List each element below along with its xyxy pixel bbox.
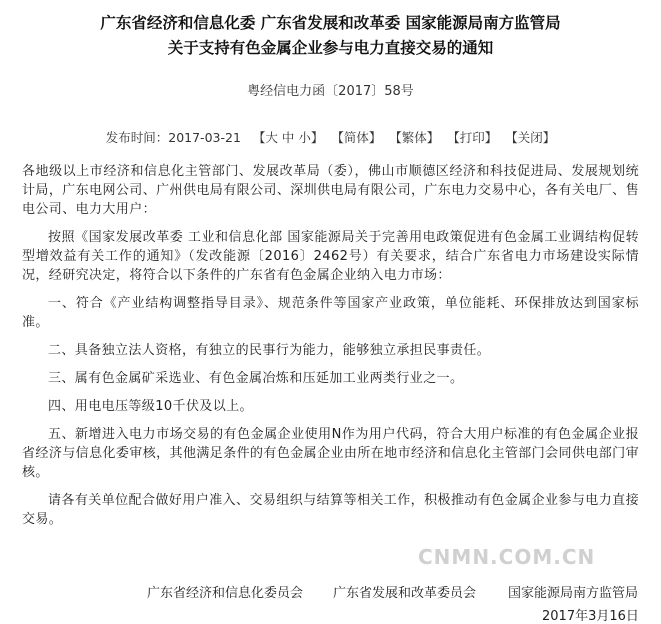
item-2-paragraph: 二、具备独立法人资格，有独立的民事行为能力，能够独立承担民事责任。 bbox=[48, 343, 491, 358]
document-number: 粤经信电力函〔2017〕58号 bbox=[247, 84, 414, 99]
font-small-link[interactable]: 小 bbox=[298, 130, 311, 145]
publish-date: 2017-03-21 bbox=[168, 130, 241, 145]
signer-2: 广东省发展和改革委员会 bbox=[333, 586, 477, 601]
title-line-2: 关于支持有色金属企业参与电力直接交易的通知 bbox=[167, 39, 494, 57]
item-5-paragraph: 五、新增进入电力市场交易的有色金属企业使用N作为用户代码，符合大用户标准的有色金属企业报省经济与信息化委审核，其他满足条件的有色金属企业由所在地市经济和信息化主管部门会同供电部门审核。 bbox=[22, 427, 639, 480]
close-link[interactable]: 【关闭】 bbox=[505, 130, 556, 145]
publish-label: 发布时间： bbox=[105, 130, 169, 145]
print-link[interactable]: 【打印】 bbox=[447, 130, 498, 145]
meta-bar bbox=[0, 128, 661, 146]
site-watermark: CNMN.COM.CN bbox=[418, 545, 596, 569]
traditional-link[interactable]: 【繁体】 bbox=[389, 130, 440, 145]
issue-date: 2017年3月16日 bbox=[542, 609, 639, 624]
font-large-link[interactable]: 大 bbox=[265, 130, 278, 145]
intro-paragraph: 按照《国家发展改革委 工业和信息化部 国家能源局关于完善用电政策促进有色金属工业调结构促转型增效益有关工作的通知》（发改能源〔2016〕2462号）有关要求，结合广东省电力市场建设实际情况，经研究决定，将符合以下条件的广东省有色金属企业纳入电力市场： bbox=[22, 230, 639, 283]
signer-3: 国家能源局南方监管局 bbox=[508, 586, 639, 601]
document-body bbox=[22, 162, 639, 538]
addressees-paragraph: 各地级以上市经济和信息化主管部门、发展改革局（委），佛山市顺德区经济和科技促进局、发展规划统计局，广东电网公司、广州供电局有限公司、深圳供电局有限公司，广东电力交易中心，各有关电厂、售电公司、电力大用户： bbox=[22, 164, 639, 217]
font-size-open-bracket: 【 bbox=[252, 130, 266, 145]
font-medium-link[interactable]: 中 bbox=[281, 130, 295, 145]
title-line-1: 广东省经济和信息化委 广东省发展和改革委 国家能源局南方监管局 bbox=[100, 14, 561, 32]
closing-paragraph: 请各有关单位配合做好用户准入、交易组织与结算等相关工作，积极推动有色金属企业参与电力直接交易。 bbox=[22, 493, 639, 527]
font-size-close-bracket: 】 bbox=[310, 130, 324, 145]
signer-1: 广东省经济和信息化委员会 bbox=[147, 586, 304, 601]
simplified-link[interactable]: 【简体】 bbox=[331, 130, 382, 145]
item-1-paragraph: 一、符合《产业结构调整指导目录》、规范条件等国家产业政策，单位能耗、环保排放达到国家标准。 bbox=[22, 296, 639, 330]
item-4-paragraph: 四、用电电压等级10千伏及以上。 bbox=[48, 399, 253, 414]
item-3-paragraph: 三、属有色金属矿采选业、有色金属冶炼和压延加工业两类行业之一。 bbox=[48, 371, 464, 386]
